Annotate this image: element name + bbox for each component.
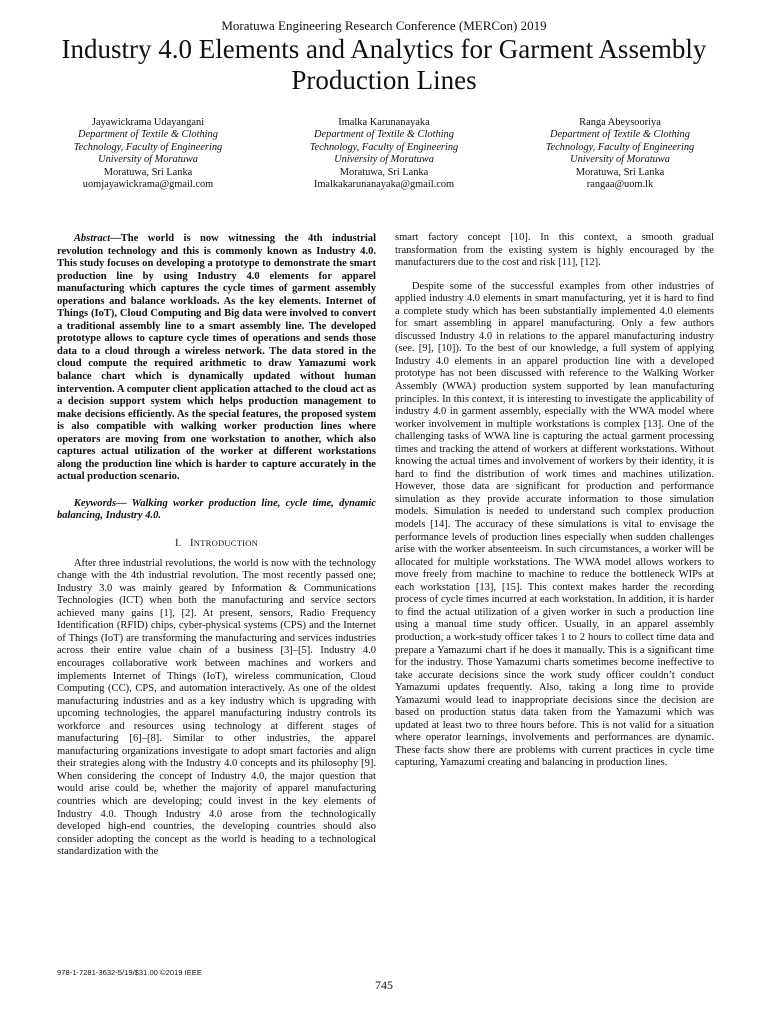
author-email: uomjayawickrama@gmail.com (82, 179, 214, 191)
author-email: rangaa@uom.lk (586, 179, 654, 191)
author-department: Department of Textile & Clothing (550, 129, 690, 141)
author-location: Moratuwa, Sri Lanka (339, 166, 429, 178)
abstract (57, 233, 376, 484)
abstract-label: Abstract (73, 233, 111, 244)
author-name: Jayawickrama Udayangani (91, 117, 205, 128)
left-column (57, 233, 376, 859)
copyright-footer: 978-1-7281-3632-5/19/$31.00 ©2019 IEEE (57, 968, 202, 977)
author-block (38, 117, 730, 191)
page-number: 745 (375, 978, 393, 992)
right-column (395, 232, 714, 770)
author-email: Imalkakarunanayaka@gmail.com (313, 179, 455, 191)
author-faculty: Technology, Faculty of Engineering (309, 141, 459, 153)
author-name: Ranga Abeysooriya (579, 117, 661, 128)
author-location: Moratuwa, Sri Lanka (575, 166, 665, 178)
author-location: Moratuwa, Sri Lanka (103, 166, 193, 178)
author-university: University of Moratuwa (570, 154, 670, 166)
author-department: Department of Textile & Clothing (78, 129, 218, 141)
section-heading-introduction: I. INTRODUCTION (174, 538, 259, 550)
paper-title: Industry 4.0 Elements and Analytics for Garment Assembly Production Lines (61, 34, 707, 95)
author-university: University of Moratuwa (334, 154, 434, 166)
author-university: University of Moratuwa (98, 154, 198, 166)
author-3 (510, 117, 730, 191)
author-name: Imalka Karunanayaka (338, 117, 430, 128)
keywords: Keywords— Walking worker production line, cycle time, dynamic balancing, Industry 4.0. (57, 497, 376, 522)
right-paragraph-2: Despite some of the successful examples from other industries of applied industry 4.0 elements in smart manufacturing, yet it is hard to find a complete study which has been substantially implemented 4.0 elements for smart assembling in apparel manufacturing. Only a few authors discussed Industry 4.0 in relations to the apparel manufacturing industry (see. [9], [10]). To the best of our knowledge, a full system of applying Industry 4.0 elements in an apparel production line with a developed prototype has not been discussed with reference to the Walking Worker Assembly (WWA) production system supported by lean manufacturing principles. In this context, it is interesting to investigate the applicability of industry 4.0 in garment assembly, especially with the WWA model where worker involvement in multiple workstations is complex [13]. One of the challenging tasks of WWA line is capturing the actual garment processing times and tracking the attend of workers at different workstations. Without knowing the actual times and involvement of workers by their identity, it is hard to find the distribution of work times and machines utilization. However, those data are significant for production and performance simulation as they provide accurate information to those simulation models. Simulation is needed to understand such complex production models [14]. The accuracy of these simulations is vital to envisage the performance levels of production lines especially when sudden challenges arise with the worker absenteeism. In such circumstances, a worker will be allocated for multiple workstations. The WWA model allows workers to move freely from machine to machine to reduce the bottleneck WIPs at each workstation [13], [15]. This context makes harder the recording process of cycle times incurred at each workstation. In addition, it is harder to find the actual utilization of a given worker in such a production line using a manual time study officer. Usually, in an apparel assembly production, a work-study officer takes 1 to 2 hours to collect time data and prepare a Yamazumi chart if he does it manually. This is a significant time for the industry. Those Yamazumi charts sometimes become ineffective to take accurate decisions since the work study officer couldn’t conduct Yamazumi updates frequently. Also, taking a long time to provide Yamazumi would lead to inappropriate decisions since the decision are based on production status data taken from the Yamazumi which was updated at least two to three hours before. This is not valid for a situation where operator learnings, involvements and performances are dynamic. These facts show there are problems with current practices in cycle time capturing, Yamazumi creating and balancing in production lines. (395, 280, 714, 769)
intro-paragraph: After three industrial revolutions, the world is now with the technology change with the 4th industrial revolution. The most recently passed one; Industry 3.0 was mainly geared by Information & Communications Technologies (ICT) when both the manufacturing and service sectors achieved many gains [1], [2]. At present, sensors, Radio Frequency Identification (RFID) chips, cyber-physical systems (CPS) and the Internet of Things (IoT) are transforming the manufacturing and services industries across their entire value chain of a business [3]–[5]. Industry 4.0 encourages collaborative work between machines and workers and implements Internet of Things (IoT), wireless communication, Cloud Computing (CC), CPS, and automation interactively. As one of the oldest manufacturing industries and as a key industry which is upgrading with upcoming technologies, the apparel manufacturing industry controls its workforce and resources using technology at different stages of manufacturing [6]–[8]. Similar to other industries, the apparel manufacturing organizations investigate to adopt smart factories and align their strategies along with the Industry 4.0 concepts and its philosophy [9]. When considering the concept of Industry 4.0, the major question that would arise could be, whether the majority of apparel manufacturing countries which are developing; could invest in the key elements of Industry 4.0. Though Industry 4.0 arose from the technologically developed high-end countries, the developing countries should also consider adopting the concept as the world is heading to a technological standardization with the (57, 557, 376, 858)
author-faculty: Technology, Faculty of Engineering (73, 141, 223, 153)
author-1 (38, 117, 258, 191)
conference-name: Moratuwa Engineering Research Conference (MERCon) 2019 (221, 18, 547, 33)
author-2 (274, 117, 494, 191)
right-paragraph-1: smart factory concept [10]. In this context, a smooth gradual transformation from the existing system is highly encouraged by the manufacturers due to the cost and risk [11], [12]. (395, 232, 714, 269)
author-faculty: Technology, Faculty of Engineering (545, 141, 695, 153)
author-department: Department of Textile & Clothing (314, 129, 454, 141)
abstract-text: —The world is now witnessing the 4th industrial revolution technology and this is commonly known as Industry 4.0. This study focuses on developing a prototype to demonstrate the smart production line by using Industry 4.0 elements for apparel manufacturing which captures the cycle times of garment assembly operations and balance workloads. As the key elements. Internet of Things (IoT), Cloud Computing and Big data were involved to convert a traditional assembly line to a smart assembly line. The developed prototype allows to capture cycle times of operations and sends those data to a cloud through a wireless network. The data stored in the cloud compute the required arithmetic to draw Yamazumi work balance chart which is dynamically updated without human intervention. A computer client application attached to the cloud act as a decision support system which helps production management to make decisions efficiently. As the special features, the proposed system is also compatible with walking worker production lines where operators are moving from one workstation to another, which also captures actual utilization of the worker at different workstations along the production line which is harder to capture accurately in the actual production scenario. (57, 233, 376, 483)
